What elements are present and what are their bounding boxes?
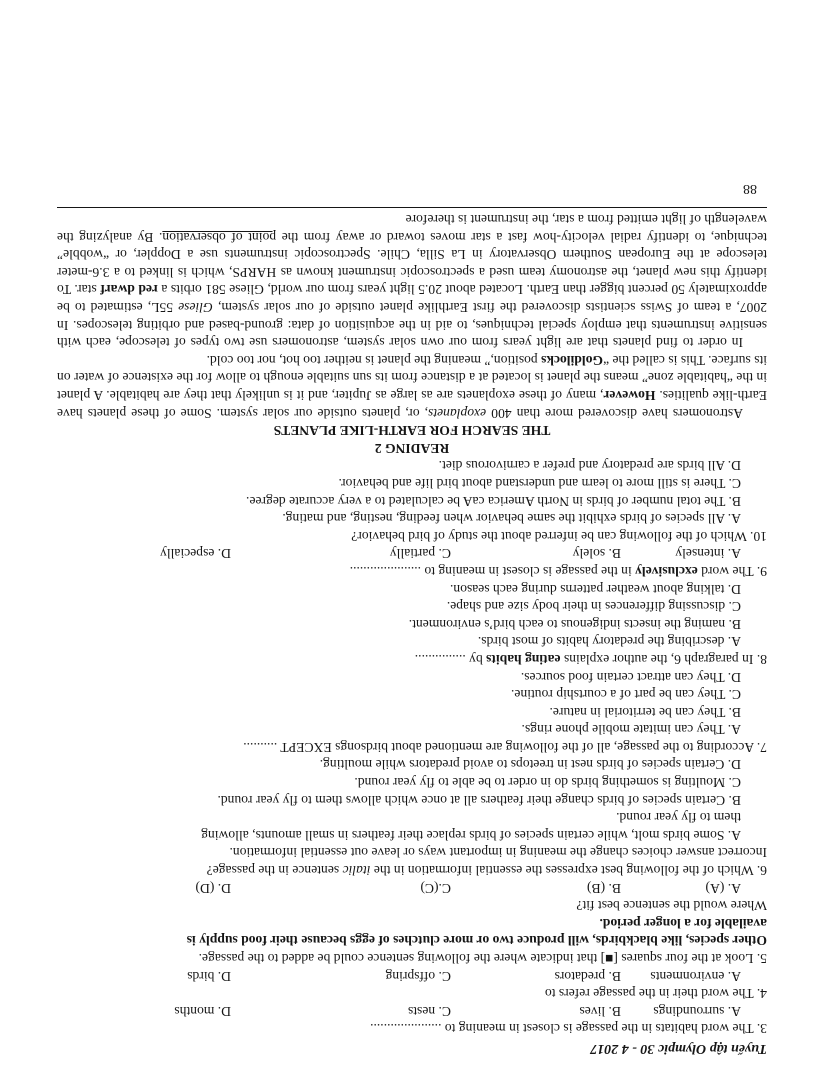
question-7 xyxy=(57,668,767,756)
reading-paragraph-2: In order to find planets that are light years from our own solar system, astronomers use two types of telescope, each with sensitive instruments that employ special techniques, to aid in the acquisition of data: ground-based and orbiting telescopes. In 2007, a team of Swiss scientists discovered the first Earthlike planet outside of our solar system, Gliese 55L, estimated to be approximately 50 percent bigger than Earth. Located about 20.5 light years from our world, Gliese 581 orbits a red dwarf star. To identify this new planet, the astronomy team used a spectroscopic instrument known as HARPS, which is linked to a 3.6-meter telescope at the European Southern Observatory in La Silla, Chile. Spectroscopic instruments use a Doppler, or “wobble” technique, to identify radial velocity-how fast a star moves toward or away from the point of observation. By analyzing the wavelength of light emitted from a star, the instrument is therefore xyxy=(57,212,767,351)
option-d: D. months xyxy=(174,1003,231,1019)
option-d: D. talking about weather patterns during each season. xyxy=(449,581,741,597)
question-10 xyxy=(57,457,767,545)
option-a: A. Some birds molt, while certain species of birds replace their feathers in small amounts, allowing xyxy=(201,827,741,843)
option-b: B. lives xyxy=(579,1003,621,1019)
page-number: 88 xyxy=(743,181,757,197)
option-c: C. partially xyxy=(389,546,451,562)
reading-label: READING 2 xyxy=(374,440,450,456)
option-a: A. All species of birds exhibit the same behavior when feeding, nesting, and mating. xyxy=(282,511,741,527)
option-a: A. They can imitate mobile phone rings. xyxy=(521,722,741,738)
option-b: B. The total number of birds in North America caA be calculated to a very accurate degree. xyxy=(246,493,741,509)
question-4-stem: 4. The word their in the passage refers to xyxy=(544,986,767,1002)
option-c: C. nests xyxy=(407,1003,451,1019)
question-6 xyxy=(57,756,767,879)
option-b: B. (B) xyxy=(587,880,621,896)
option-d: D. All birds are predatory and prefer a carnivorous diet. xyxy=(438,458,741,474)
question-5-stem: 5. Look at the four squares [■] that indicate where the following sentence could be added to the passage. xyxy=(198,951,767,967)
page-header: Tuyển tập Olympic 30 - 4 2017 xyxy=(590,1041,767,1056)
option-b: B. solely xyxy=(572,546,621,562)
question-9-stem: 9. The word exclusively in the passage is closest in meaning to ..................... xyxy=(349,563,767,579)
question-4-options xyxy=(57,967,767,985)
question-6-stem: 6. Which of the following best expresses the essential information in the italic sentence in the passage? xyxy=(206,863,767,879)
option-d: D. They can attract certain food sources. xyxy=(520,669,741,685)
option-c: C. They can be part of a courtship routine. xyxy=(510,687,741,703)
option-d: D. Certain species of birds nest in treetops to avoid predators while moulting. xyxy=(319,757,741,773)
option-d: D. birds xyxy=(187,968,231,984)
page-content xyxy=(57,180,767,1057)
question-6-instruction: Incorrect answer choices change the meaning in important ways or leave out essential information. xyxy=(229,845,767,861)
option-a: A. intensely xyxy=(675,546,741,562)
question-3-stem: 3. The word habitats in the passage is closest in meaning to ..................... xyxy=(370,1021,767,1037)
insert-sentence-cont: available for a longer period. xyxy=(599,915,767,931)
option-a: A. environments xyxy=(650,968,741,984)
question-3-options xyxy=(57,1002,767,1020)
option-c: C. offspring xyxy=(385,968,451,984)
option-b: B. naming the insects indigenous to each bird’s environment. xyxy=(408,616,741,632)
reading-title: THE SEARCH FOR EARTH-LIKE PLANETS xyxy=(273,423,551,439)
option-c: C. There is still more to learn and understand about bird life and behavior. xyxy=(338,476,741,491)
option-d: D. especially xyxy=(160,546,231,562)
option-c: C. discussing differences in their body size and shape. xyxy=(446,599,741,615)
footer-divider xyxy=(57,208,767,209)
question-4 xyxy=(57,967,767,1002)
option-a: A. (A) xyxy=(705,880,741,896)
question-3 xyxy=(57,1002,767,1037)
option-b: B. predators xyxy=(554,968,621,984)
option-a-cont: them to fly year round. xyxy=(616,810,741,826)
option-c: C. Moulting is something birds do in order to be able to fly year round. xyxy=(354,775,741,791)
question-5-options xyxy=(57,879,767,897)
question-9-options xyxy=(57,545,767,563)
question-9 xyxy=(57,545,767,580)
option-c: C.(C) xyxy=(420,880,451,896)
question-8-stem: 8. In paragraph 6, the author explains eating habits by ............... xyxy=(414,651,767,667)
option-b: B. Certain species of birds change their feathers all at once which allows them to fly year round. xyxy=(217,792,741,808)
question-8 xyxy=(57,580,767,668)
question-5 xyxy=(57,879,767,967)
question-5-prompt: Where would the sentence best fit? xyxy=(576,898,767,914)
question-7-stem: 7. According to the passage, all of the following are mentioned about birdsongs EXCEPT .......... xyxy=(243,739,767,755)
option-b: B. They can be territorial in nature. xyxy=(549,704,741,720)
reading-paragraph-1: Astronomers have discovered more than 400 exoplanets, or, planets outside our solar system. Some of these planets have Earth-like qualities. However, many of these exoplanets are as large as Jupiter, and it is unlikely that they are habitable. A planet in the “habitable zone” means the planet is located at a distance from its sun suitable enough to allow for the existence of water on its surface. This is called the “Goldilocks position,” meaning the planet is neither too hot, nor too cold. xyxy=(57,352,767,421)
option-a: A. describing the predatory habits of most birds. xyxy=(477,634,741,650)
question-10-stem: 10. Which of the following can be inferred about the study of bird behavior? xyxy=(351,528,767,544)
option-d: D. (D) xyxy=(195,880,231,896)
insert-sentence: Other species, like blackbirds, will produce two or more clutches of eggs because their food supply is xyxy=(186,933,767,949)
option-a: A. surroundings xyxy=(653,1003,741,1019)
